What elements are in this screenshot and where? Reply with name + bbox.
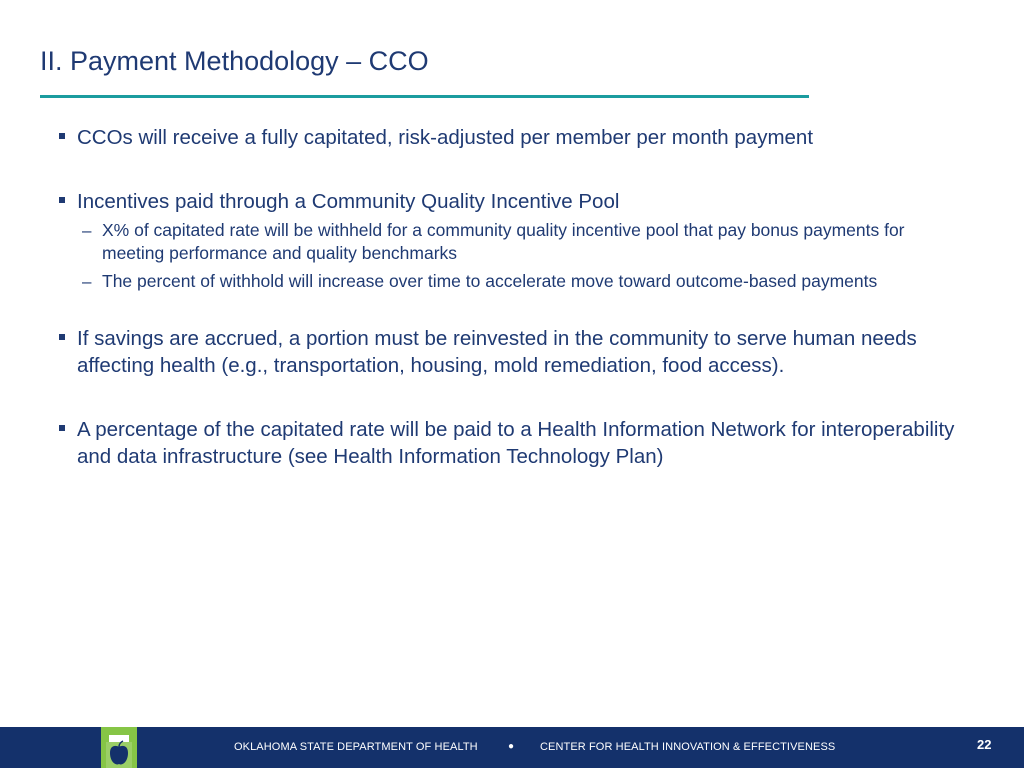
square-bullet-icon: [59, 133, 65, 139]
sub-bullet-item: [82, 219, 956, 265]
page-number: 22: [977, 737, 992, 752]
dash-bullet-icon: –: [82, 272, 92, 291]
footer-separator: ●: [508, 741, 515, 752]
dash-bullet-icon: –: [82, 221, 92, 240]
footer-logo: [101, 727, 137, 768]
bullet-text: Incentives paid through a Community Quality Incentive Pool: [77, 190, 620, 213]
footer-center-name: CENTER FOR HEALTH INNOVATION & EFFECTIVENESS: [540, 741, 836, 753]
bullet-item: [56, 188, 956, 215]
title-underline: [40, 95, 809, 98]
sub-bullet-text: X% of capitated rate will be withheld for a community quality incentive pool that pay bonus payments for meeting performance and quality benchmarks: [102, 220, 905, 263]
bullet-item: [56, 325, 956, 379]
sub-bullet-item: [82, 270, 956, 293]
square-bullet-icon: [59, 425, 65, 431]
bullet-item: [56, 124, 956, 151]
footer-org-name: OKLAHOMA STATE DEPARTMENT OF HEALTH: [234, 741, 478, 753]
page-title: II. Payment Methodology – CCO: [40, 46, 429, 76]
bullet-text: A percentage of the capitated rate will be paid to a Health Information Network for interoperability and data infrastructure (see Health Information Technology Plan): [77, 418, 955, 468]
bullet-item: [56, 416, 956, 470]
footer-bar: [0, 727, 1024, 768]
bullet-list: [56, 124, 956, 470]
bullet-text: If savings are accrued, a portion must be reinvested in the community to serve human needs affecting health (e.g., transportation, housing, mold remediation, food access).: [77, 327, 917, 377]
square-bullet-icon: [59, 334, 65, 340]
apple-state-icon: [106, 735, 132, 768]
bullet-text: CCOs will receive a fully capitated, risk-adjusted per member per month payment: [77, 126, 814, 149]
sub-bullet-list: [82, 219, 956, 293]
square-bullet-icon: [59, 197, 65, 203]
sub-bullet-text: The percent of withhold will increase over time to accelerate move toward outcome-based payments: [102, 271, 878, 291]
